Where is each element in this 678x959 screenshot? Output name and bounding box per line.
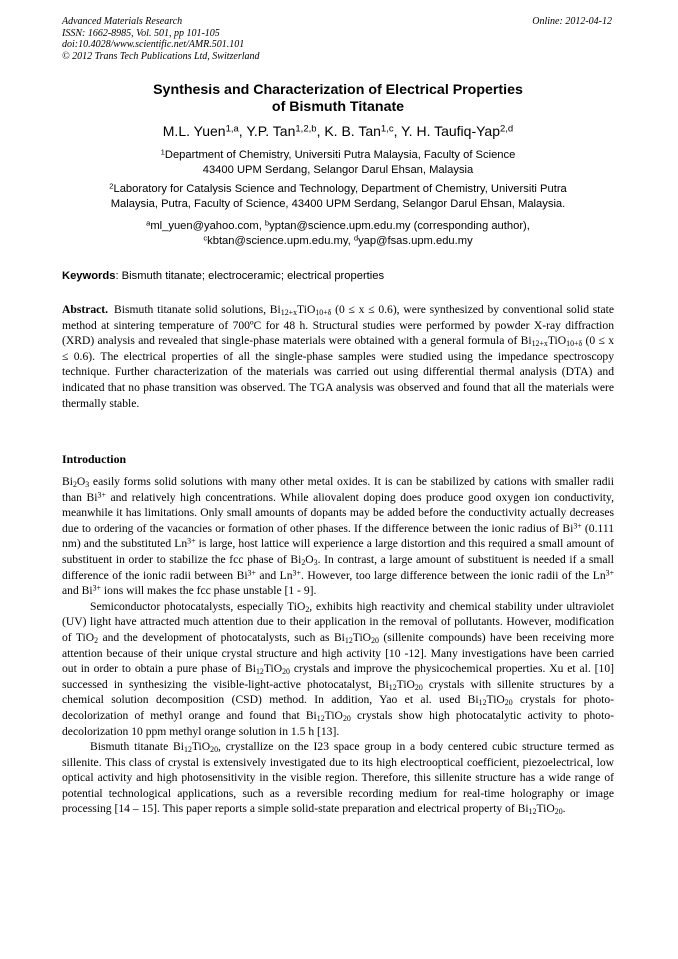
keywords xyxy=(62,269,614,284)
title-line-2: of Bismuth Titanate xyxy=(271,99,405,115)
journal-copyright: © 2012 Trans Tech Publications Ltd, Switzerland xyxy=(62,50,260,62)
paragraph: $Bi_2O_3$ easily forms solid solutions with many other metal oxides. It is can be stabilized by cations with smaller radii than $Bi^{3+}$ and relatively high concentrations. While aliovalent doping does produce good oxygen ion conductivity, meanwhile it has limitations. Only small amounts of dopants may be added before the conductivity actually decreases due to ordering of the vacancies or formation of other phases. If the difference between the ionic radius of $Bi^{3+}$ (0.111 nm) and the substituted $Ln^{3+}$ is large, host lattice will experience a large distortion and this required a small amount of substituent in order to stabilize the fcc phase of $Bi_2O_3$. In contrast, a large amount of substituent is needed if a small difference of the ionic radii between $Bi^{3+}$ and $Ln^{3+}$. However, too large difference between the ionic radii of the $Ln^{3+}$ and $Bi^{3+}$ ions will makes the fcc phase unstable [1 - 9]. xyxy=(62,475,615,598)
author-affiliation-mark: 1,c xyxy=(380,123,394,135)
journal-doi: doi:10.4028/www.scientific.net/AMR.501.101 xyxy=(62,39,245,50)
email-address[interactable]: yptan@science.upm.edu.my (corresponding author), xyxy=(269,220,530,232)
author-affiliation-mark: 1,a xyxy=(225,123,239,135)
email-mark: b xyxy=(264,218,270,228)
author-name: K. B. Tan xyxy=(324,123,381,139)
journal-issn: ISSN: 1662-8985, Vol. 501, pp 101-105 xyxy=(62,27,220,39)
email-mark: a xyxy=(146,218,151,228)
keywords-label: Keywords xyxy=(62,270,116,282)
journal-header xyxy=(62,16,260,62)
introduction-body xyxy=(62,474,614,817)
email-mark: c xyxy=(203,233,208,243)
author-name: Y. H. Taufiq-Yap xyxy=(401,123,500,139)
author-list: M.L. Yuen$^{1,a}$, Y.P. Tan$^{1,2,b}$, K. B. Tan$^{1,c}$, Y. H. Taufiq-Yap$^{2,d}$ xyxy=(162,123,514,139)
keywords-text: : Bismuth titanate; electroceramic; electrical properties xyxy=(115,270,385,282)
online-date: Online: 2012-04-12 xyxy=(532,16,612,27)
email-address[interactable]: ml_yuen@yahoo.com, xyxy=(150,220,262,232)
author-name: M.L. Yuen xyxy=(162,123,226,139)
abstract-text: Bismuth titanate solid solutions, $Bi_{12+x}TiO_{10+\delta}$ (0 ≤ x ≤ 0.6), were synthesized by conventional solid state method at sintering temperature of 700ºC for 48 h. Structural studies were performed by powder X-ray diffraction (XRD) analysis and revealed that single-phase materials were obtained with a general formula of $Bi_{12+x}TiO_{10+\delta}$ (0 ≤ x ≤ 0.6). The electrical properties of all the single-phase samples were studied using the impedance spectroscopy technique. Further characterization of the materials was carried out using differential thermal analysis (DTA) and indicated that no phase transition was observed. The TGA analysis was observed and found that all the materials were thermally stable. xyxy=(62,303,615,410)
abstract-label: Abstract. xyxy=(62,303,109,316)
author-name: Y.P. Tan xyxy=(246,123,296,139)
paragraph: Bismuth titanate $Bi_{12}TiO_{20}$, crystallize on the I23 space group in a body centered cubic structure termed as sillenite. This class of crystal is extensively investigated due to its high electrooptical coefficient, piezoelectrical, low optical activity and high photosensitivity in the visible region. Therefore, this sillenite structure has a wide range of potential technological applications, such as a reversible recording medium for real-time holography or image processing [14 – 15]. This paper reports a simple solid-state preparation and electrical property of $Bi_{12}TiO_{20}$. xyxy=(62,740,615,817)
affiliation-mark: 1 xyxy=(160,147,165,157)
paper-title xyxy=(62,82,614,116)
abstract xyxy=(62,302,614,411)
email-mark: d xyxy=(353,233,359,243)
affiliation-text: Laboratory for Catalysis Science and Technology, Department of Chemistry, Universiti Putra xyxy=(113,183,567,195)
section-heading-introduction: Introduction xyxy=(62,452,127,466)
author-affiliation-mark: 2,d xyxy=(499,123,514,135)
email-address[interactable]: yap@fsas.upm.edu.my xyxy=(358,235,473,247)
affiliation-text: 43400 UPM Serdang, Selangor Darul Ehsan, Malaysia xyxy=(202,164,474,176)
email-address[interactable]: kbtan@science.upm.edu.my, xyxy=(207,235,351,247)
journal-name: Advanced Materials Research xyxy=(62,16,183,27)
affiliation-1 xyxy=(62,148,614,178)
author-affiliation-mark: 1,2,b xyxy=(295,123,317,135)
author-emails xyxy=(62,219,614,249)
affiliation-mark: 2 xyxy=(109,181,114,191)
affiliation-text: Malaysia, Putra, Faculty of Science, 43400 UPM Serdang, Selangor Darul Ehsan, Malaysia. xyxy=(110,198,566,210)
paragraph: Semiconductor photocatalysts, especially TiO$_2$, exhibits high reactivity and chemical stability under ultraviolet (UV) light have attracted much attention due to their application in the removal of pollutants. However, modification of TiO$_2$ and the development of photocatalysts, such as $Bi_{12}TiO_{20}$ (sillenite compounds) have been receiving more attention because of their unique crystal structure and high activity [10 -12]. Many investigations have been carried out in order to obtain a pure phase of $Bi_{12}TiO_{20}$ crystals and improve the physicochemical properties. Xu et al. [10] successed in synthesizing the visible-light-active photocatalyst, $Bi_{12}TiO_{20}$ crystals with sillenite structures by a chemical solution decomposition (CSD) method. In addition, Yao et al. used $Bi_{12}TiO_{20}$ crystals for photo-decolorization of methyl orange and found that $Bi_{12}TiO_{20}$ crystals show high photocatalytic activity to photo-decolorization 10 ppm methyl orange solution in 1.5 h [13]. xyxy=(62,599,615,738)
affiliation-text: Department of Chemistry, Universiti Putra Malaysia, Faculty of Science xyxy=(164,149,516,161)
title-line-1: Synthesis and Characterization of Electrical Properties xyxy=(153,82,523,98)
affiliation-2 xyxy=(62,182,614,212)
